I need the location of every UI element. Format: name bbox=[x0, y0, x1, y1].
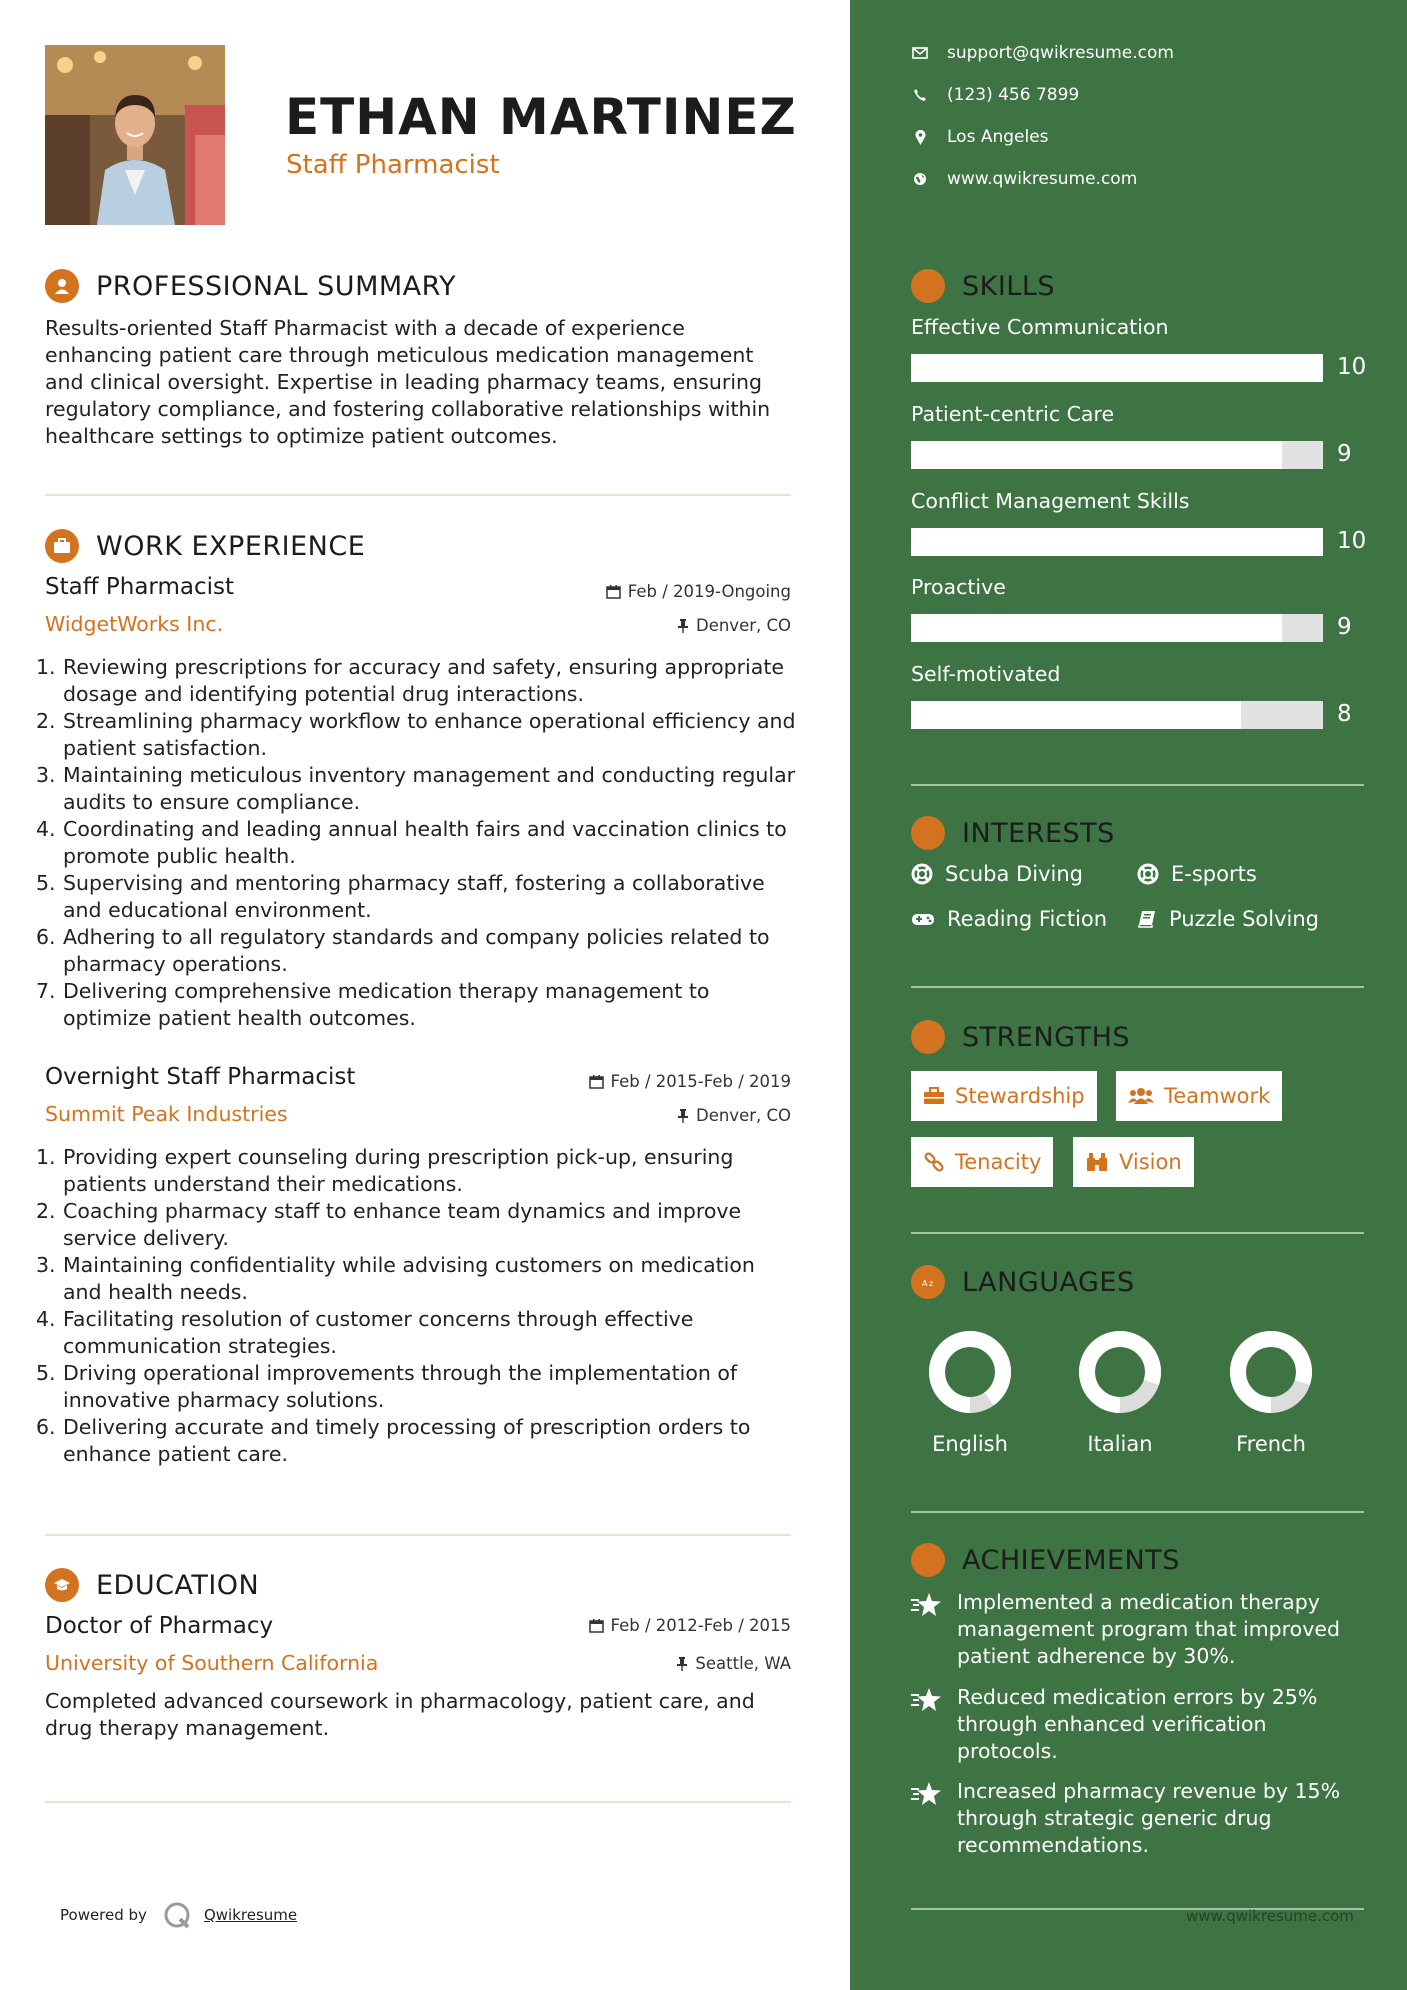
qwikresume-logo-icon bbox=[162, 1900, 192, 1930]
interest-label: E-sports bbox=[1171, 862, 1257, 886]
list-item: 5. Driving operational improvements through the implementation of innovative pharmacy solutions. bbox=[36, 1361, 738, 1412]
list-item: 2. Streamlining pharmacy workflow to enhance operational efficiency and patient satisfaction. bbox=[36, 709, 796, 760]
svg-text:A: A bbox=[922, 1279, 928, 1288]
divider bbox=[45, 1534, 791, 1536]
powered-by bbox=[60, 1900, 297, 1930]
skill-label: Effective Communication bbox=[911, 315, 1169, 339]
skill-bar bbox=[911, 528, 1323, 556]
language-item bbox=[905, 1326, 1035, 1456]
lifebuoy-icon bbox=[1137, 863, 1159, 885]
skill-label: Proactive bbox=[911, 575, 1006, 599]
graduation-icon bbox=[45, 1568, 79, 1602]
strength-badge bbox=[1073, 1137, 1194, 1187]
job-dates bbox=[589, 1072, 791, 1091]
job-title: Overnight Staff Pharmacist bbox=[45, 1064, 356, 1090]
pin-icon bbox=[677, 1108, 689, 1123]
summary-text: Results-oriented Staff Pharmacist with a decade of experience enhancing patient care through meticulous medication management and clinical oversight. Expertise in leading pharmacy teams, ensuring regulatory compliance, and fostering collaborative relationships within healthcare settings to optimize patient outcomes. bbox=[45, 316, 771, 448]
school-name: University of Southern California bbox=[45, 1651, 379, 1675]
degree: Doctor of Pharmacy bbox=[45, 1613, 274, 1639]
skill-score: 9 bbox=[1337, 614, 1352, 640]
job-location-text: Denver, CO bbox=[695, 1106, 791, 1125]
divider bbox=[911, 1232, 1364, 1234]
list-item: 6. Delivering accurate and timely processing of prescription orders to enhance patient care. bbox=[36, 1415, 751, 1466]
contact-location-text: Los Angeles bbox=[947, 127, 1049, 147]
contact-email-text: support@qwikresume.com bbox=[947, 43, 1174, 63]
achievements-heading-text: ACHIEVEMENTS bbox=[962, 1544, 1180, 1576]
list-item: 5. Supervising and mentoring pharmacy staff, fostering a collaborative and educational environment. bbox=[36, 871, 765, 922]
language-label: Italian bbox=[1087, 1432, 1153, 1456]
language-label: French bbox=[1236, 1432, 1306, 1456]
paper-plane-icon bbox=[911, 816, 945, 850]
mail-icon bbox=[912, 47, 928, 59]
powered-by-text: Powered by bbox=[60, 1906, 147, 1924]
list-item: 3. Maintaining meticulous inventory management and conducting regular audits to ensure compliance. bbox=[36, 763, 796, 814]
divider bbox=[911, 986, 1364, 988]
binoculars-icon bbox=[1085, 1152, 1109, 1172]
experience-heading-text: WORK EXPERIENCE bbox=[96, 530, 366, 562]
svg-text:z: z bbox=[929, 1279, 934, 1288]
skill-score: 10 bbox=[1337, 354, 1367, 380]
calendar-icon bbox=[589, 1074, 604, 1089]
education-text: Completed advanced coursework in pharmacology, patient care, and drug therapy management. bbox=[45, 1689, 755, 1740]
interest-item bbox=[1137, 862, 1257, 886]
pin-icon bbox=[677, 618, 689, 633]
list-item: 2. Coaching pharmacy staff to enhance team dynamics and improve service delivery. bbox=[36, 1199, 742, 1250]
summary-heading-text: PROFESSIONAL SUMMARY bbox=[96, 270, 457, 302]
strength-label: Teamwork bbox=[1164, 1084, 1271, 1108]
briefcase-icon bbox=[923, 1087, 945, 1105]
interest-label: Reading Fiction bbox=[947, 907, 1108, 931]
skill-score: 9 bbox=[1337, 441, 1352, 467]
star-badge-icon bbox=[911, 1543, 945, 1577]
divider bbox=[45, 494, 791, 496]
job-location-text: Denver, CO bbox=[695, 616, 791, 635]
strength-badge bbox=[911, 1137, 1053, 1187]
contact-phone-text: (123) 456 7899 bbox=[947, 85, 1080, 105]
skill-bar-fill bbox=[911, 441, 1282, 469]
qwikresume-link[interactable]: Qwikresume bbox=[203, 1906, 298, 1924]
skills-heading-text: SKILLS bbox=[962, 270, 1056, 302]
lifebuoy-icon bbox=[911, 863, 933, 885]
globe-icon bbox=[913, 172, 927, 186]
strength-label: Vision bbox=[1119, 1150, 1182, 1174]
contact-phone[interactable] bbox=[911, 85, 1079, 105]
job-bullets bbox=[36, 1144, 796, 1468]
skill-bar bbox=[911, 354, 1323, 382]
languages-heading-text: LANGUAGES bbox=[962, 1266, 1135, 1298]
star-icon bbox=[911, 1591, 943, 1619]
job-dates bbox=[606, 582, 791, 601]
languages-heading bbox=[911, 1265, 1135, 1299]
user-icon bbox=[45, 269, 79, 303]
education-heading-text: EDUCATION bbox=[96, 1569, 260, 1601]
achievement-item bbox=[911, 1778, 1366, 1859]
calendar-icon bbox=[606, 584, 621, 599]
job-dates-text: Feb / 2019-Ongoing bbox=[627, 582, 791, 601]
contact-email[interactable] bbox=[911, 43, 1174, 63]
star-icon bbox=[911, 1780, 943, 1808]
skill-label: Self-motivated bbox=[911, 662, 1061, 686]
education-dates-text: Feb / 2012-Feb / 2015 bbox=[610, 1616, 791, 1635]
strengths-heading-text: STRENGTHS bbox=[962, 1021, 1131, 1053]
list-item: 6. Adhering to all regulatory standards and company policies related to pharmacy operations. bbox=[36, 925, 770, 976]
list-item: 7. Delivering comprehensive medication therapy management to optimize patient health outcomes. bbox=[36, 979, 710, 1030]
education-location bbox=[676, 1654, 791, 1673]
strength-badge bbox=[911, 1071, 1097, 1121]
skill-bar-fill bbox=[911, 701, 1241, 729]
interest-label: Puzzle Solving bbox=[1169, 907, 1319, 931]
language-label: English bbox=[932, 1432, 1008, 1456]
contact-location bbox=[911, 127, 1049, 147]
list-item: 1. Providing expert counseling during prescription pick-up, ensuring patients understand their medications. bbox=[36, 1145, 734, 1196]
briefcase-icon bbox=[45, 529, 79, 563]
interests-heading-text: INTERESTS bbox=[962, 817, 1115, 849]
achievement-text: Implemented a medication therapy management program that improved patient adherence by 30%. bbox=[957, 1590, 1340, 1668]
company-name: Summit Peak Industries bbox=[45, 1102, 288, 1126]
skill-bar bbox=[911, 614, 1323, 642]
achievements-heading bbox=[911, 1543, 1180, 1577]
users-icon bbox=[1128, 1087, 1154, 1105]
language-item bbox=[1206, 1326, 1336, 1456]
list-item: 4. Coordinating and leading annual health fairs and vaccination clinics to promote public health. bbox=[36, 817, 787, 868]
hand-fist-icon bbox=[911, 1020, 945, 1054]
book-icon bbox=[1137, 909, 1157, 929]
strength-badge bbox=[1116, 1071, 1282, 1121]
contact-website-text: www.qwikresume.com bbox=[947, 169, 1138, 189]
divider bbox=[911, 1511, 1364, 1513]
language-level-ring bbox=[1074, 1326, 1166, 1418]
language-level-ring bbox=[1225, 1326, 1317, 1418]
education-heading bbox=[45, 1568, 259, 1602]
divider bbox=[45, 1801, 791, 1803]
link-icon bbox=[923, 1151, 945, 1173]
divider bbox=[911, 784, 1364, 786]
skill-label: Conflict Management Skills bbox=[911, 489, 1190, 513]
education-location-text: Seattle, WA bbox=[695, 1654, 791, 1673]
job-bullets bbox=[36, 654, 796, 1032]
skill-bar bbox=[911, 441, 1323, 469]
achievement-text: Increased pharmacy revenue by 15% through strategic generic drug recommendations. bbox=[957, 1779, 1341, 1857]
summary-heading bbox=[45, 269, 456, 303]
interest-item bbox=[911, 907, 1107, 931]
strengths-heading bbox=[911, 1020, 1130, 1054]
achievement-text: Reduced medication errors by 25% through enhanced verification protocols. bbox=[957, 1685, 1318, 1763]
star-icon bbox=[911, 1686, 943, 1714]
experience-heading bbox=[45, 529, 365, 563]
candidate-name: ETHAN MARTINEZ bbox=[285, 88, 797, 146]
candidate-title: Staff Pharmacist bbox=[286, 150, 500, 180]
job-title: Staff Pharmacist bbox=[45, 574, 234, 600]
interest-item bbox=[1137, 907, 1319, 931]
job-dates-text: Feb / 2015-Feb / 2019 bbox=[610, 1072, 791, 1091]
skill-score: 8 bbox=[1337, 701, 1352, 727]
interest-label: Scuba Diving bbox=[945, 862, 1083, 886]
interests-heading bbox=[911, 816, 1115, 850]
achievement-item bbox=[911, 1684, 1366, 1765]
skill-bar bbox=[911, 701, 1323, 729]
skill-bar-fill bbox=[911, 528, 1323, 556]
skill-bar-fill bbox=[911, 614, 1282, 642]
language-level-ring bbox=[924, 1326, 1016, 1418]
interest-item bbox=[911, 862, 1083, 886]
job-location bbox=[677, 616, 791, 635]
skill-score: 10 bbox=[1337, 528, 1367, 554]
translate-icon bbox=[911, 1265, 945, 1299]
lightbulb-icon bbox=[911, 269, 945, 303]
ring-fill bbox=[937, 1339, 1003, 1405]
job-location bbox=[677, 1106, 791, 1125]
strength-label: Stewardship bbox=[955, 1084, 1085, 1108]
skill-bar-fill bbox=[911, 354, 1323, 382]
language-item bbox=[1055, 1326, 1185, 1456]
profile-photo bbox=[45, 45, 225, 225]
calendar-icon bbox=[589, 1618, 604, 1633]
contact-website[interactable] bbox=[911, 169, 1137, 189]
gamepad-icon bbox=[911, 911, 935, 927]
list-item: 1. Reviewing prescriptions for accuracy and safety, ensuring appropriate dosage and identifying potential drug interactions. bbox=[36, 655, 784, 706]
skill-label: Patient-centric Care bbox=[911, 402, 1115, 426]
skills-heading bbox=[911, 269, 1055, 303]
phone-icon bbox=[913, 88, 927, 102]
education-dates bbox=[589, 1616, 791, 1635]
company-name: WidgetWorks Inc. bbox=[45, 612, 224, 636]
list-item: 4. Facilitating resolution of customer concerns through effective communication strategies. bbox=[36, 1307, 694, 1358]
footer-url[interactable]: www.qwikresume.com bbox=[1186, 1907, 1354, 1925]
strength-label: Tenacity bbox=[955, 1150, 1042, 1174]
map-pin-icon bbox=[915, 130, 926, 145]
pin-icon bbox=[676, 1656, 688, 1671]
list-item: 3. Maintaining confidentiality while advising customers on medication and health needs. bbox=[36, 1253, 755, 1304]
achievement-item bbox=[911, 1589, 1366, 1670]
